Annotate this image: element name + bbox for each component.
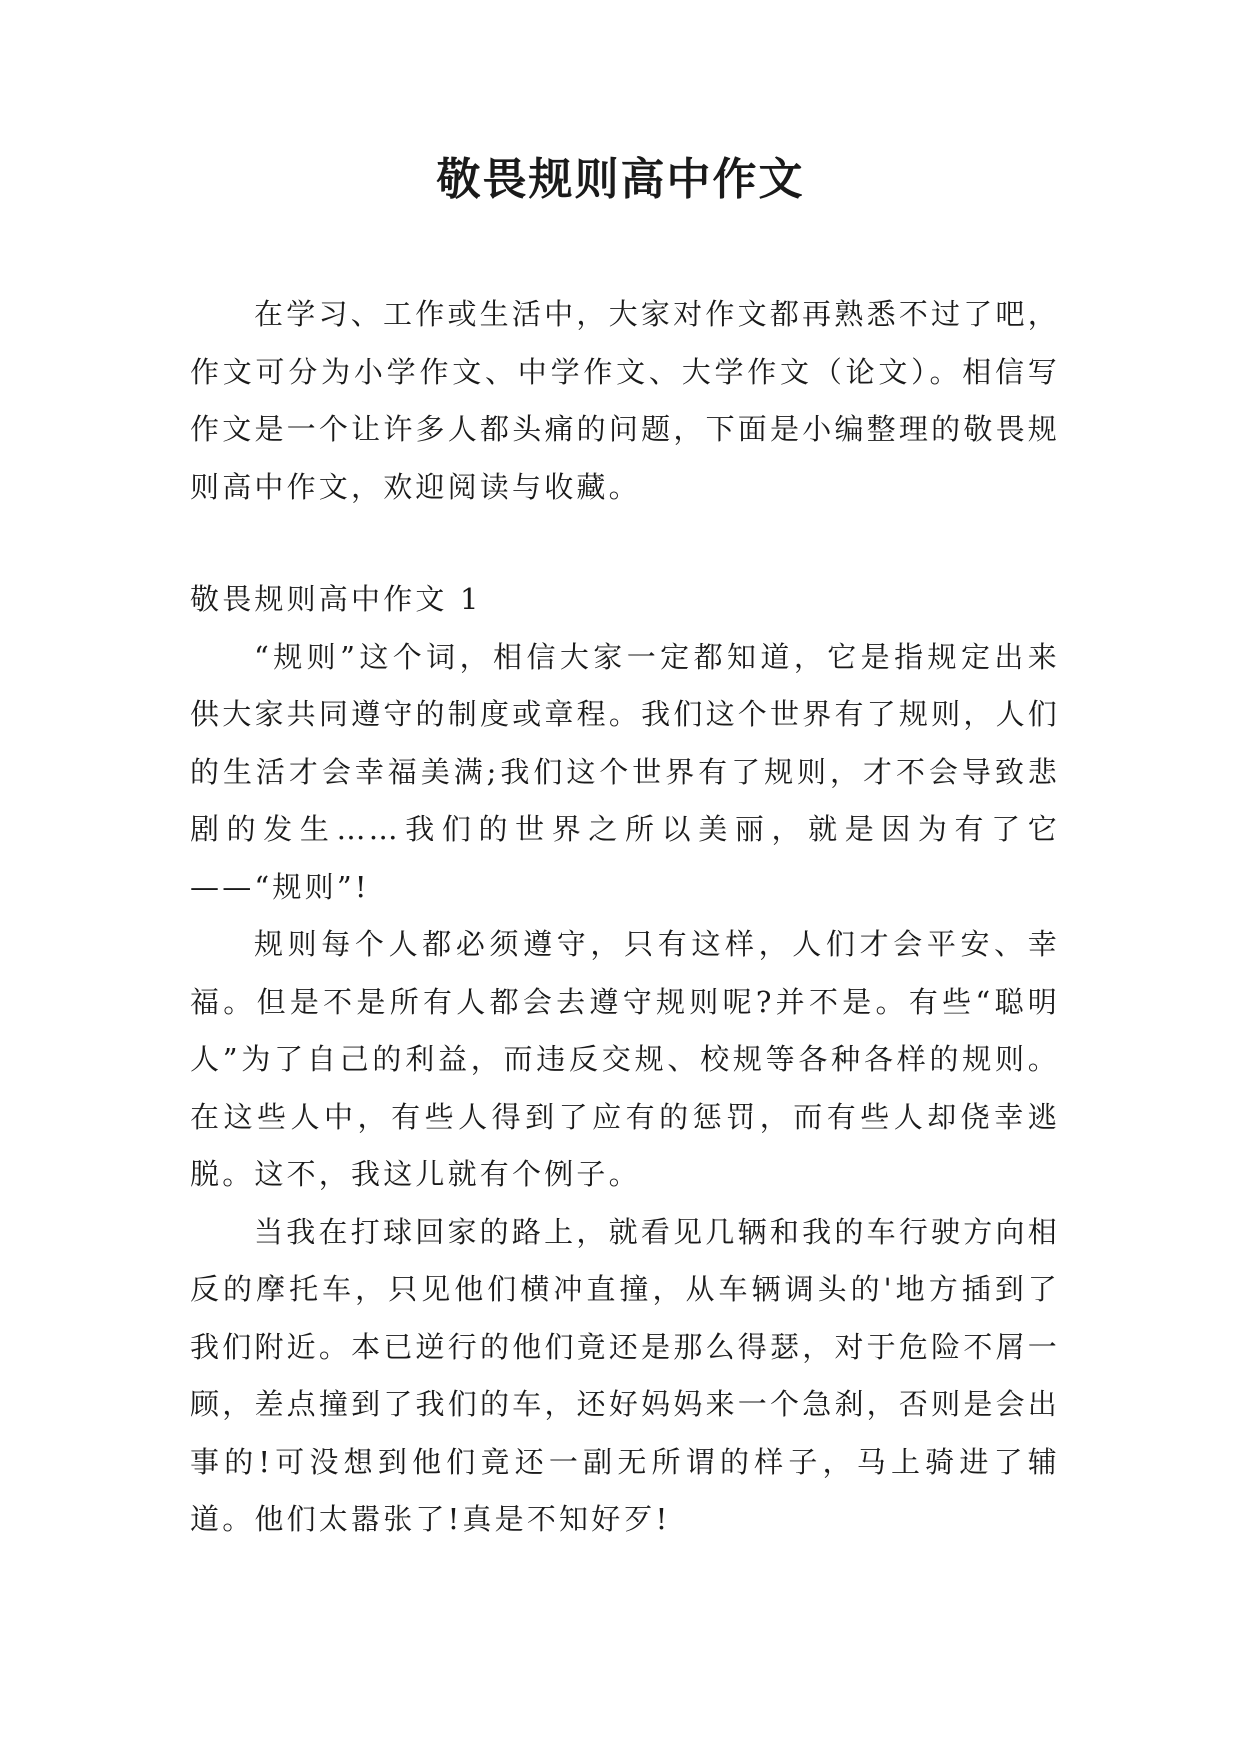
document-body [190,286,1060,1549]
document-title: 敬畏规则高中作文 [436,154,805,205]
body-paragraph-1: “规则”这个词，相信大家一定都知道，它是指规定出来供大家共同遵守的制度或章程。我们这个世界有了规则，人们的生活才会幸福美满;我们这个世界有了规则，才不会导致悲剧的发生……我们的世界之所以美丽，就是因为有了它——“规则”! [190,639,1060,904]
body-paragraph-3: 当我在打球回家的路上，就看见几辆和我的车行驶方向相反的摩托车，只见他们横冲直撞，从车辆调头的'地方插到了我们附近。本已逆行的他们竟还是那么得瑟，对于危险不屑一顾，差点撞到了我们的车，还好妈妈来一个急刹，否则是会出事的!可没想到他们竟还一副无所谓的样子，马上骑进了辅道。他们太嚣张了!真是不知好歹! [190,1214,1060,1536]
intro-paragraph: 在学习、工作或生活中，大家对作文都再熟悉不过了吧，作文可分为小学作文、中学作文、大学作文（论文）。相信写作文是一个让许多人都头痛的问题，下面是小编整理的敬畏规则高中作文，欢迎阅读与收藏。 [190,297,1060,504]
section-heading: 敬畏规则高中作文 1 [190,582,482,616]
body-paragraph-2: 规则每个人都必须遵守，只有这样，人们才会平安、幸福。但是不是所有人都会去遵守规则呢?并不是。有些“聪明人”为了自己的利益，而违反交规、校规等各种各样的规则。在这些人中，有些人得到了应有的惩罚，而有些人却侥幸逃脱。这不，我这儿就有个例子。 [190,927,1060,1191]
